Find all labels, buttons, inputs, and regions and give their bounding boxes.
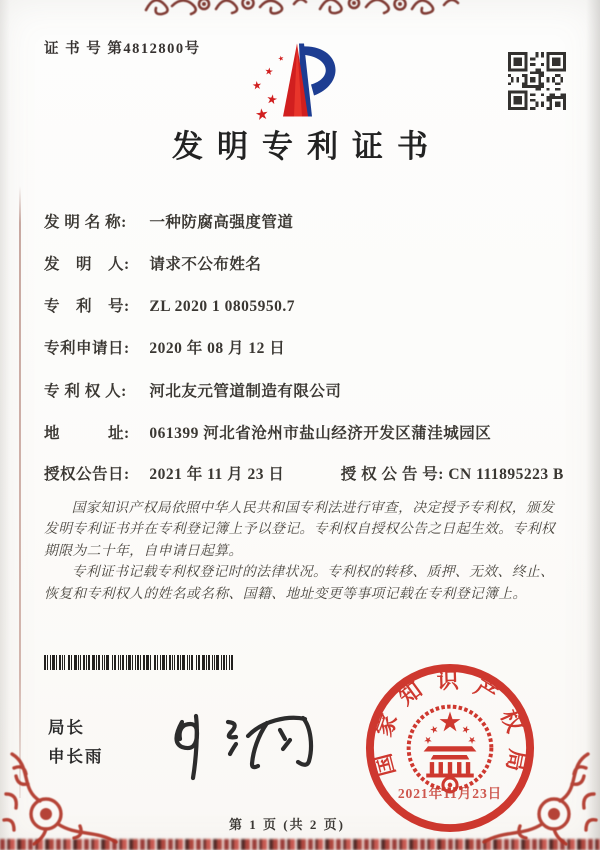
legal-paragraph-1: 国家知识产权局依照中华人民共和国专利法进行审查，决定授予专利权，颁发发明专利证书并在专利登记簿上予以登记。专利权自授权公告之日起生效。专利权期限为二十年，自申请日起算。: [44, 500, 556, 558]
field-label: 发 明 名 称:: [44, 214, 127, 231]
field-label: 专利申请日:: [44, 340, 130, 357]
director-title-label: 局长: [48, 719, 85, 737]
barcode: [44, 655, 236, 670]
field-value: ZL 2020 1 0805950.7: [149, 298, 295, 315]
field-value: 2021 年 11 月 23 日: [149, 466, 285, 483]
page-title: 发明专利证书: [172, 129, 442, 164]
field-label: 专 利 号:: [44, 298, 130, 315]
field-label: 地 址:: [44, 425, 130, 442]
field-value: 一种防腐高强度管道: [149, 214, 294, 231]
field-patentee: [44, 379, 341, 401]
field-value: 河北友元管道制造有限公司: [149, 383, 342, 400]
field-label: 授权公告日:: [44, 466, 130, 483]
field-label: 发 明 人:: [44, 256, 130, 273]
page-number: 第 1 页 (共 2 页): [229, 817, 345, 832]
field-inventor: [44, 252, 261, 274]
qr-code: [508, 52, 566, 110]
seal-date-text: 2021年11月23日: [397, 786, 503, 802]
field-label: 专 利 权 人:: [44, 383, 127, 400]
director-signature: [152, 672, 348, 792]
certificate-number: 证 书 号 第4812800号: [44, 41, 201, 57]
field-address: [44, 421, 491, 443]
field-value: 请求不公布姓名: [149, 256, 262, 273]
field-grant-date-and-number: [44, 462, 564, 484]
field-application-date: [44, 336, 285, 358]
bottom-left-flourish-icon: [0, 734, 118, 846]
field-value: 061399 河北省沧州市盐山经济开发区蒲洼城园区: [149, 425, 492, 442]
field-patent-number: [44, 294, 295, 316]
top-ornament-scrollwork-icon: [142, 0, 464, 18]
legal-paragraph-2: 专利证书记载专利权登记时的法律状况。专利权的转移、质押、无效、终止、恢复和专利权人的姓名或名称、国籍、地址变更等事项记载在专利登记簿上。: [44, 564, 555, 601]
certificate-inner-border-line: [19, 186, 21, 798]
seal-org-text: 国家知识产权局: [369, 667, 531, 779]
national-emblem-icon: [423, 711, 478, 792]
bottom-right-flourish-icon: [482, 734, 600, 846]
director-name-label: 申长雨: [48, 748, 104, 766]
field-label: 授 权 公 告 号:: [340, 466, 444, 483]
legal-body-text: [44, 497, 565, 604]
field-invention-name: [44, 210, 293, 232]
field-value: 2020 年 08 月 12 日: [149, 340, 286, 357]
field-value: CN 111895223 B: [448, 466, 564, 483]
